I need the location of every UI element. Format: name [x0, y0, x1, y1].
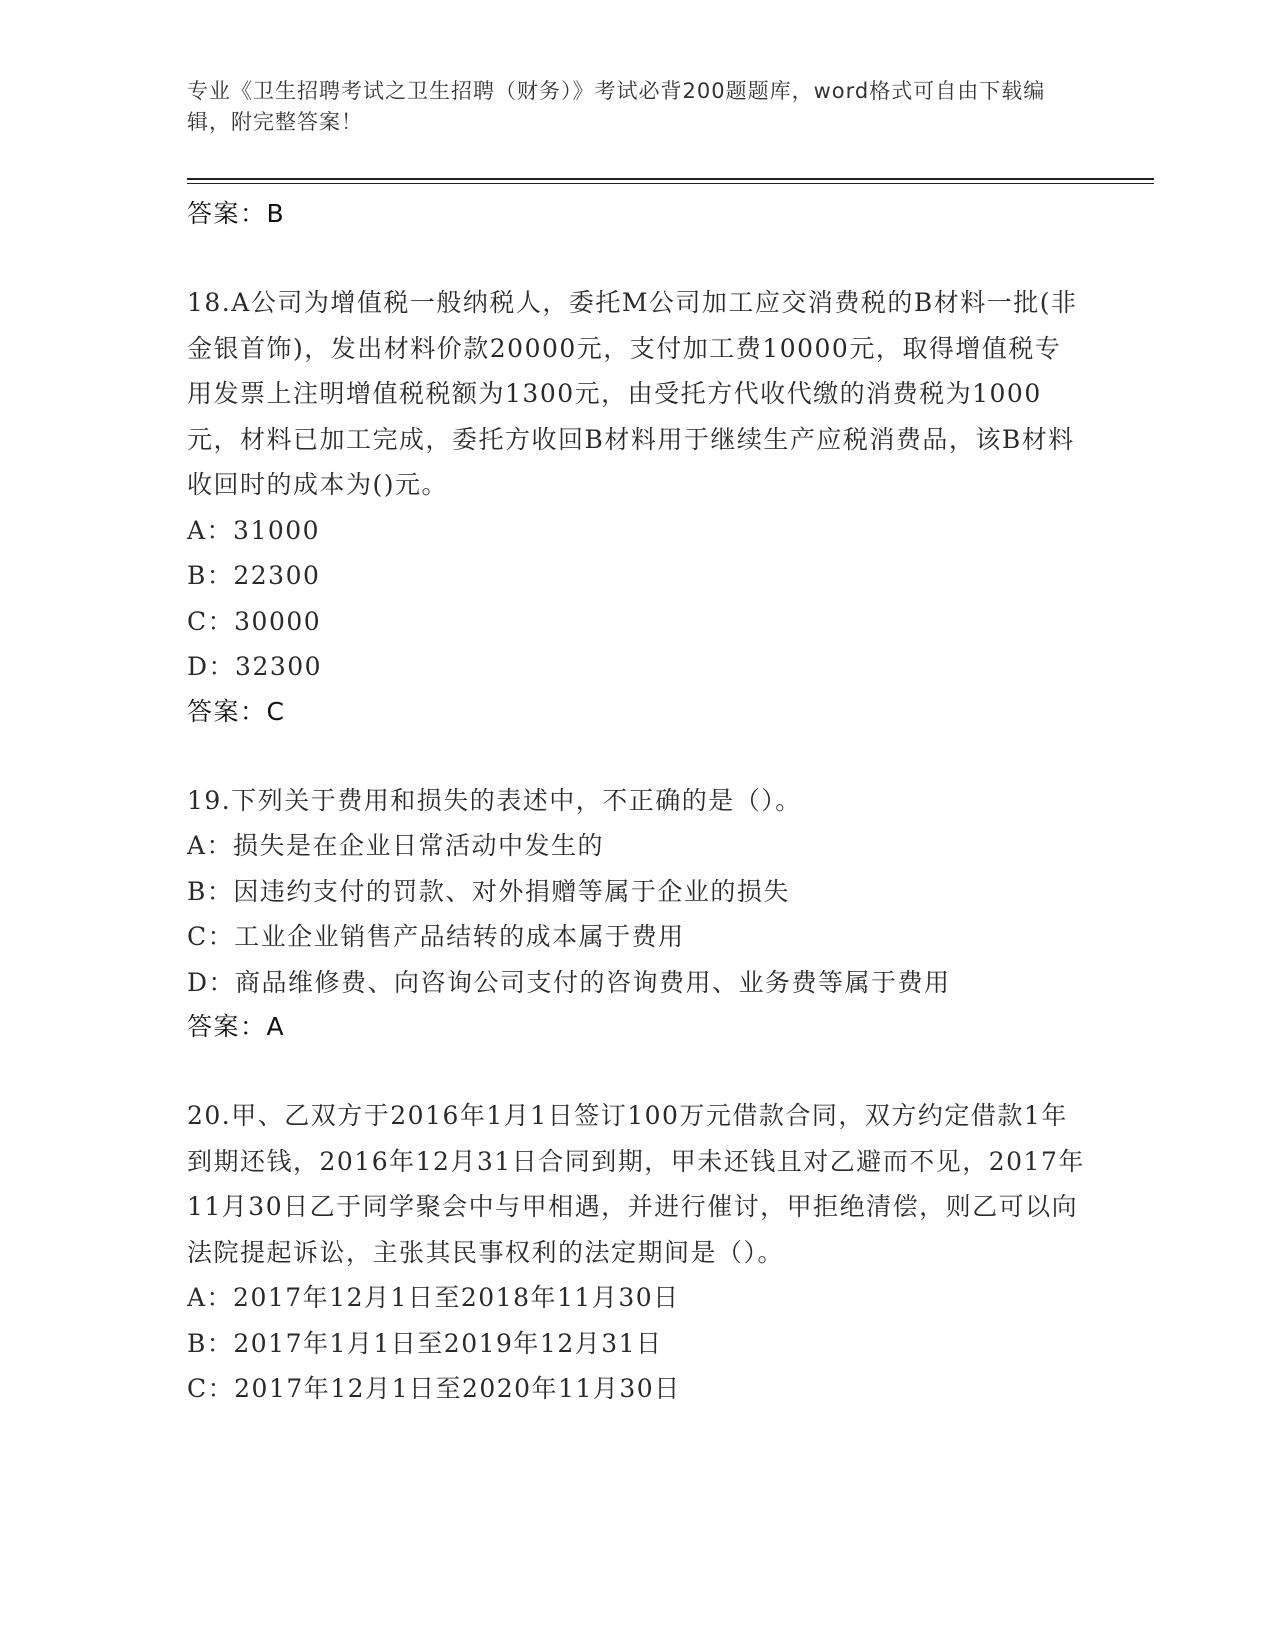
option-c: C：2017年12月1日至2020年11月30日 [187, 1374, 681, 1403]
option-b: B：因违约支付的罚款、对外捐赠等属于企业的损失 [187, 876, 790, 906]
question-text: 18.A公司为增值税一般纳税人，委托M公司加工应交消费税的B材料一批(非金银首饰)，发出材料价款20000元，支付加工费10000元，取得增值税专用发票上注明增值税税额为1300元，由受托方代收代缴的消费税为1000元，材料已加工完成，委托方收回B材料用于继续生产应税消费品，该B材料收回时的成本为()元。 [187, 288, 1078, 499]
option-a: A：31000 [187, 515, 321, 545]
question-19 [187, 778, 1087, 1050]
question-text: 20.甲、乙双方于2016年1月1日签订100万元借款合同，双方约定借款1年到期还钱，2016年12月31日合同到期，甲未还钱且对乙避而不见，2017年11月30日乙于同学聚会中与甲相遇，并进行催讨，甲拒绝清偿，则乙可以向法院提起诉讼，主张其民事权利的法定期间是（）。 [187, 1101, 1085, 1267]
option-d: D：商品维修费、向咨询公司支付的咨询费用、业务费等属于费用 [187, 967, 951, 997]
document-content [187, 192, 1087, 1412]
option-a: A：2017年12月1日至2018年11月30日 [187, 1283, 680, 1312]
previous-answer: 答案：B [187, 199, 286, 228]
answer: 答案：A [187, 1012, 286, 1041]
question-20 [187, 1093, 1087, 1412]
header-rule-thick [187, 178, 1154, 180]
answer: 答案：C [187, 696, 286, 726]
option-c: C：工业企业销售产品结转的成本属于费用 [187, 922, 685, 951]
header-rule-thin [187, 183, 1154, 184]
option-b: B：2017年1月1日至2019年12月31日 [187, 1328, 663, 1358]
question-text: 19.下列关于费用和损失的表述中，不正确的是（）。 [187, 785, 802, 815]
option-a: A：损失是在企业日常活动中发生的 [187, 831, 605, 860]
page-header: 专业《卫生招聘考试之卫生招聘（财务）》考试必背200题题库，word格式可自由下载编辑，附完整答案！ [187, 79, 1046, 134]
question-18 [187, 280, 1087, 734]
option-d: D：32300 [187, 652, 323, 681]
option-b: B：22300 [187, 561, 321, 590]
option-c: C：30000 [187, 606, 322, 636]
